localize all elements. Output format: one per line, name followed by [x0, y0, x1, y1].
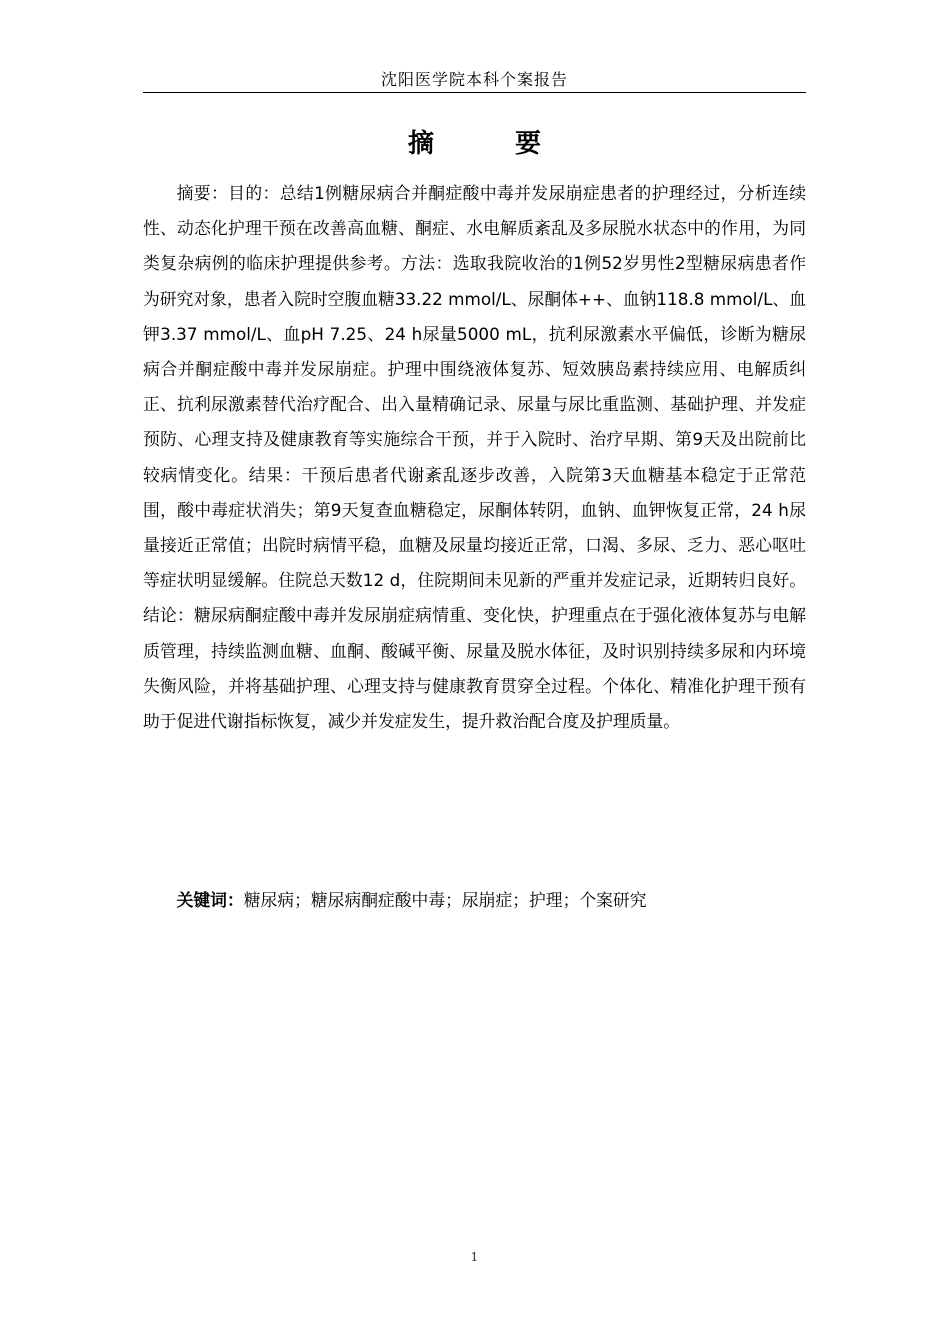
keywords-label: 关键词： — [176, 890, 244, 910]
page-number: 1 — [470, 1250, 479, 1264]
abstract-paragraph: 摘要：目的：总结1例糖尿病合并酮症酸中毒并发尿崩症患者的护理经过，分析连续性、动态化护理干预在改善高血糖、酮症、水电解质紊乱及多尿脱水状态中的作用，为同类复杂病例的临床护理提供参考。方法：选取我院收治的1例52岁男性2型糖尿病患者作为研究对象，患者入院时空腹血糖33.22 mmol/L、尿酮体++、血钠118.8 mmol/L、血钾3.37 mmol/L、血pH 7.25、24 h尿量5000 mL，抗利尿激素水平偏低，诊断为糖尿病合并酮症酸中毒并发尿崩症。护理中围绕液体复苏、短效胰岛素持续应用、电解质纠正、抗利尿激素替代治疗配合、出入量精确记录、尿量与尿比重监测、基础护理、并发症预防、心理支持及健康教育等实施综合干预，并于入院时、治疗早期、第9天及出院前比较病情变化。结果：干预后患者代谢紊乱逐步改善，入院第3天血糖基本稳定于正常范围，酸中毒症状消失；第9天复查血糖稳定，尿酮体转阴，血钠、血钾恢复正常，24 h尿量接近正常值；出院时病情平稳，血糖及尿量均接近正常，口渴、多尿、乏力、恶心呕吐等症状明显缓解。住院总天数12 d，住院期间未见新的严重并发症记录，近期转归良好。结论：糖尿病酮症酸中毒并发尿崩症病情重、变化快，护理重点在于强化液体复苏与电解质管理，持续监测血糖、血酮、酸碱平衡、尿量及脱水体征，及时识别持续多尿和内环境失衡风险，并将基础护理、心理支持与健康教育贯穿全过程。个体化、精准化护理干预有助于促进代谢指标恢复，减少并发症发生，提升救治配合度及护理质量。 — [143, 183, 806, 732]
keywords-text: 糖尿病；糖尿病酮症酸中毒；尿崩症；护理；个案研究 — [243, 890, 647, 910]
keywords-line — [143, 884, 806, 916]
running-header: 沈阳医学院本科个案报告 — [380, 70, 568, 89]
section-title: 摘 要 — [407, 129, 578, 159]
header-rule — [143, 92, 806, 93]
